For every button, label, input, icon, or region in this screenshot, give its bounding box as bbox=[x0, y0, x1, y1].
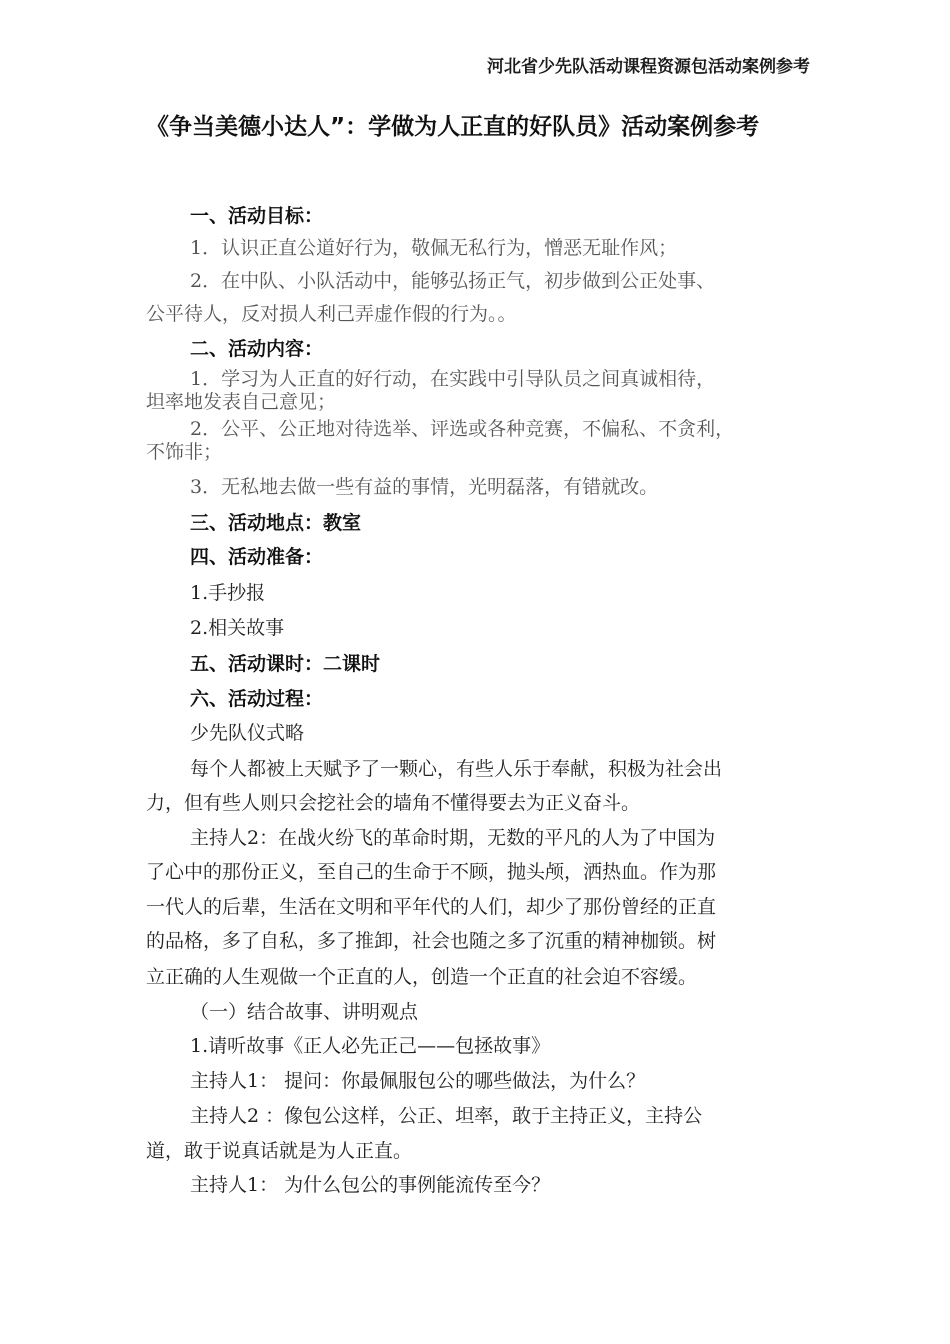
body-text-line: 1.请听故事《正人必先正己——包拯故事》 bbox=[190, 1035, 551, 1057]
body-text-line: 力，但有些人则只会挖社会的墙角不懂得要去为正义奋斗。 bbox=[146, 792, 641, 814]
body-text-line: （一）结合故事、讲明观点 bbox=[190, 1001, 419, 1023]
body-text-line: 2.相关故事 bbox=[190, 617, 285, 639]
section-heading: 五、活动课时：二课时 bbox=[190, 653, 381, 675]
section-heading: 二、活动内容： bbox=[190, 338, 324, 360]
document-title: 《争当美德小达人”：学做为人正直的好队员》活动案例参考 bbox=[146, 114, 760, 140]
section-heading: 六、活动过程： bbox=[190, 688, 324, 710]
body-text-line: 1.手抄报 bbox=[190, 582, 266, 604]
body-text-line: 主持人2 ：像包公这样，公正、坦率，敢于主持正义，主持公 bbox=[190, 1105, 703, 1127]
body-text-line: 公平待人，反对损人利己弄虚作假的行为。。 bbox=[146, 303, 517, 325]
body-text-line: 2．公平、公正地对待选举、评选或各种竞赛，不偏私、不贪利， bbox=[190, 418, 735, 440]
body-text-line: 主持人2：在战火纷飞的革命时期，无数的平凡的人为了中国为 bbox=[190, 827, 716, 849]
body-text-line: 一代人的后辈，生活在文明和平年代的人们，却少了那份曾经的正直 bbox=[146, 896, 717, 918]
body-text-line: 2．在中队、小队活动中，能够弘扬正气，初步做到公正处事、 bbox=[190, 270, 716, 292]
body-text-line: 了心中的那份正义，至自己的生命于不顾，抛头颅，洒热血。作为那 bbox=[146, 861, 717, 883]
section-heading: 四、活动准备： bbox=[190, 546, 324, 568]
body-text-line: 1．认识正直公道好行为，敬佩无私行为，憎恶无耻作风； bbox=[190, 237, 678, 259]
body-text-line: 坦率地发表自己意见； bbox=[146, 391, 337, 413]
body-text-line: 主持人1： 为什么包公的事例能流传至今？ bbox=[190, 1174, 551, 1196]
body-text-line: 主持人1： 提问：你最佩服包公的哪些做法，为什么？ bbox=[190, 1070, 646, 1092]
body-text-line: 3．无私地去做一些有益的事情，光明磊落，有错就改。 bbox=[190, 476, 659, 498]
body-text-line: 不饰非； bbox=[146, 441, 223, 463]
body-text-line: 每个人都被上天赋予了一颗心，有些人乐于奉献，积极为社会出 bbox=[190, 758, 723, 780]
body-text-line: 的品格，多了自私，多了推卸，社会也随之多了沉重的精神枷锁。树 bbox=[146, 930, 717, 952]
body-text-line: 道，敢于说真话就是为人正直。 bbox=[146, 1140, 413, 1162]
body-text-line: 1．学习为人正直的好行动，在实践中引导队员之间真诚相待， bbox=[190, 368, 716, 390]
body-text-line: 少先队仪式略 bbox=[190, 722, 305, 744]
section-heading: 一、活动目标： bbox=[190, 205, 324, 227]
body-text-line: 立正确的人生观做一个正直的人，创造一个正直的社会迫不容缓。 bbox=[146, 966, 698, 988]
section-heading: 三、活动地点：教室 bbox=[190, 512, 362, 534]
page-header: 河北省少先队活动课程资源包活动案例参考 bbox=[487, 57, 810, 77]
